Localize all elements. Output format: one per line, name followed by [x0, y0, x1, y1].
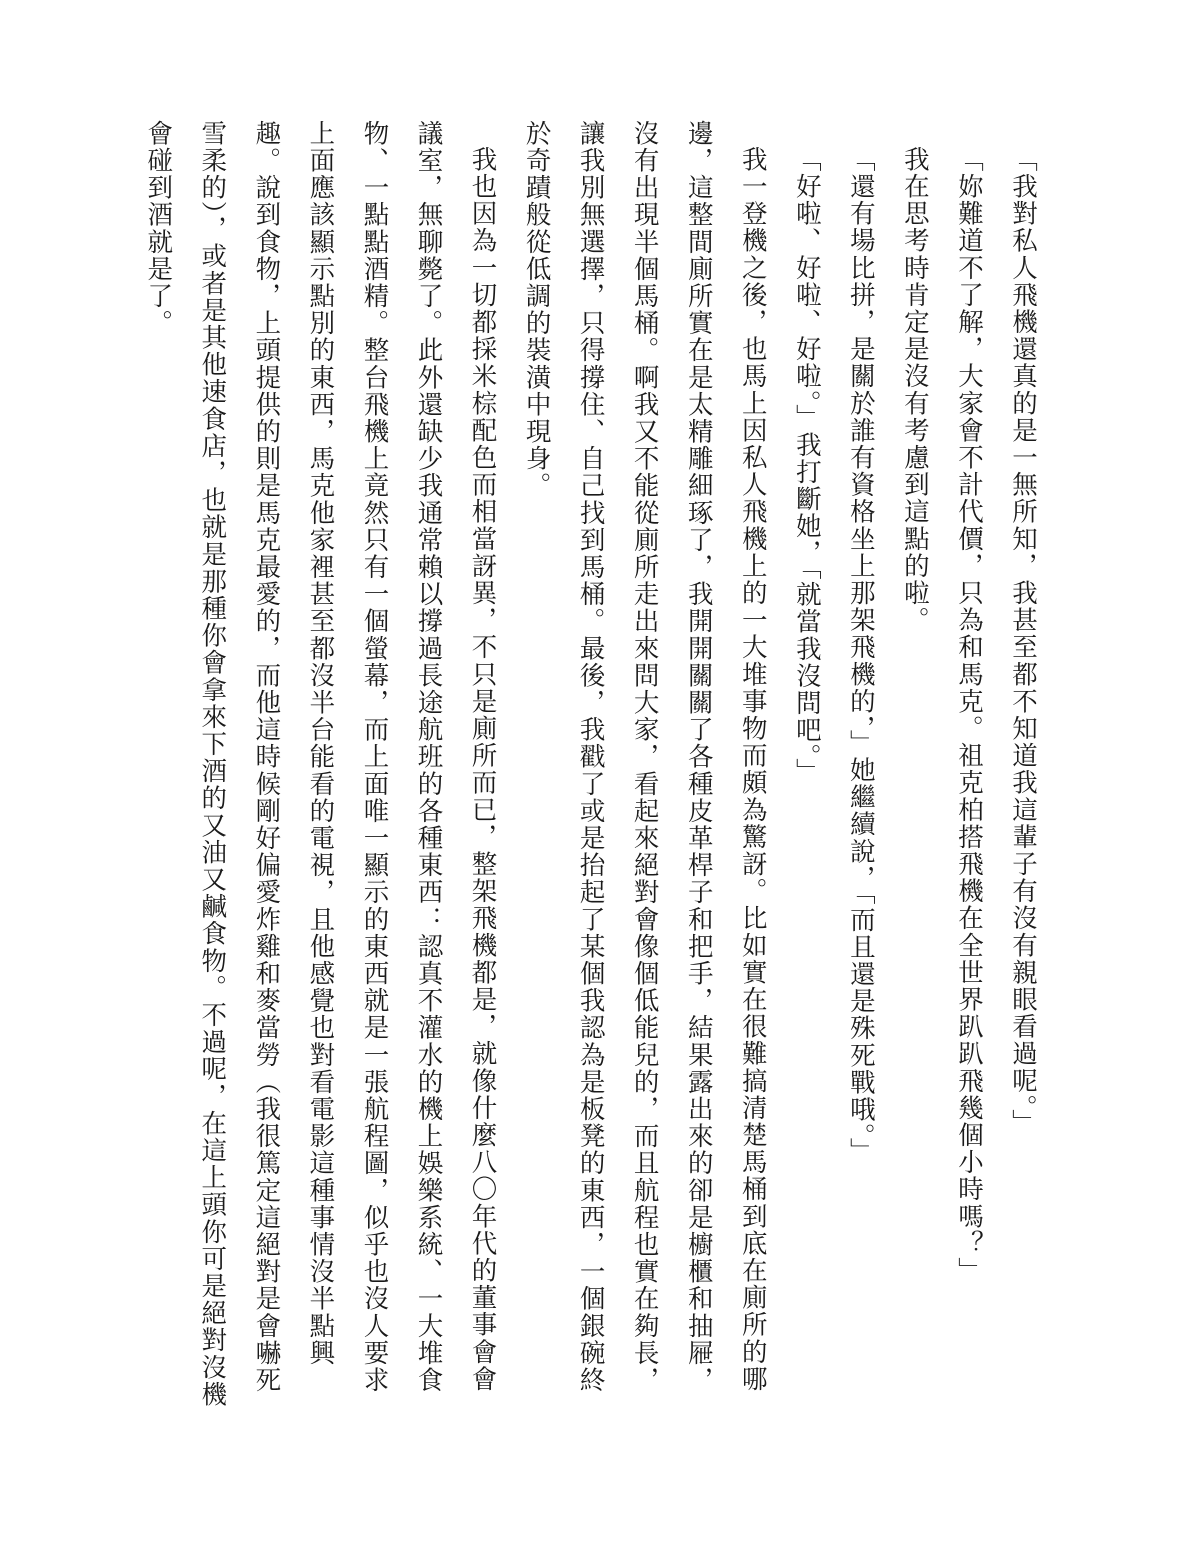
paragraph: 「我對私人飛機還真的是一無所知，我甚至都不知道我這輩子有沒有親眼看過呢。」 — [1008, 145, 1038, 1136]
document-body — [143, 120, 1050, 1414]
paragraph: 「還有場比拼，是關於誰有資格坐上那架飛機的，」她繼續說，「而且還是殊死戰哦。」 — [845, 145, 876, 1165]
paragraph: 我也因為一切都採米棕配色而相當訝異，不只是廁所而已，整架飛機都是，就像什麼八〇年代的董事會會議室，無聊斃了。此外還缺少我通常賴以撐過長途航班的各種東西：認真不灌水的機上娛樂系統、一大堆食物、一點點酒精。整台飛機上竟然只有一個螢幕，而上面唯一顯示的東西就是一張航程圖，似乎也沒人要求上面應該顯示點別的東西，馬克他家裡甚至都沒半台能看的電視，且他感覺也對看電影這種事情沒半點興趣。說到食物，上頭提供的則是馬克最愛的，而他這時候剛好偏愛炸雞和麥當勞（我很篤定這絕對是會嚇死雪柔的），或者是其他速食店，也就是那種你會拿來下酒的又油又鹹食物。不過呢，在這上頭你可是絕對沒機會碰到酒就是了。 — [143, 120, 498, 1409]
paragraph: 「好啦、好啦、好啦。」我打斷她，「就當我沒問吧。」 — [791, 145, 822, 785]
paragraph: 我在思考時肯定是沒有考慮到這點的啦。 — [899, 145, 930, 634]
paragraph: 我一登機之後，也馬上因私人飛機上的一大堆事物而頗為驚訝。比如實在很難搞清楚馬桶到底在廁所的哪邊，這整間廁所實在是太精雕細琢了，我開開關關了各種皮革桿子和把手，結果露出來的卻是櫥櫃和抽屜，沒有出現半個馬桶。啊我又不能從廁所走出來問大家，看起來絕對會像個低能兒的，而且航程也實在夠長，讓我別無選擇，只得撐住、自己找到馬桶。最後，我戳了或是抬起了某個我認為是板凳的東西，一個銀碗終於奇蹟般從低調的裝潢中現身。 — [521, 120, 768, 1394]
paragraph: 「妳難道不了解，大家會不計代價，只為和馬克。祖克柏搭飛機在全世界趴趴飛幾個小時嗎？」 — [953, 145, 984, 1284]
